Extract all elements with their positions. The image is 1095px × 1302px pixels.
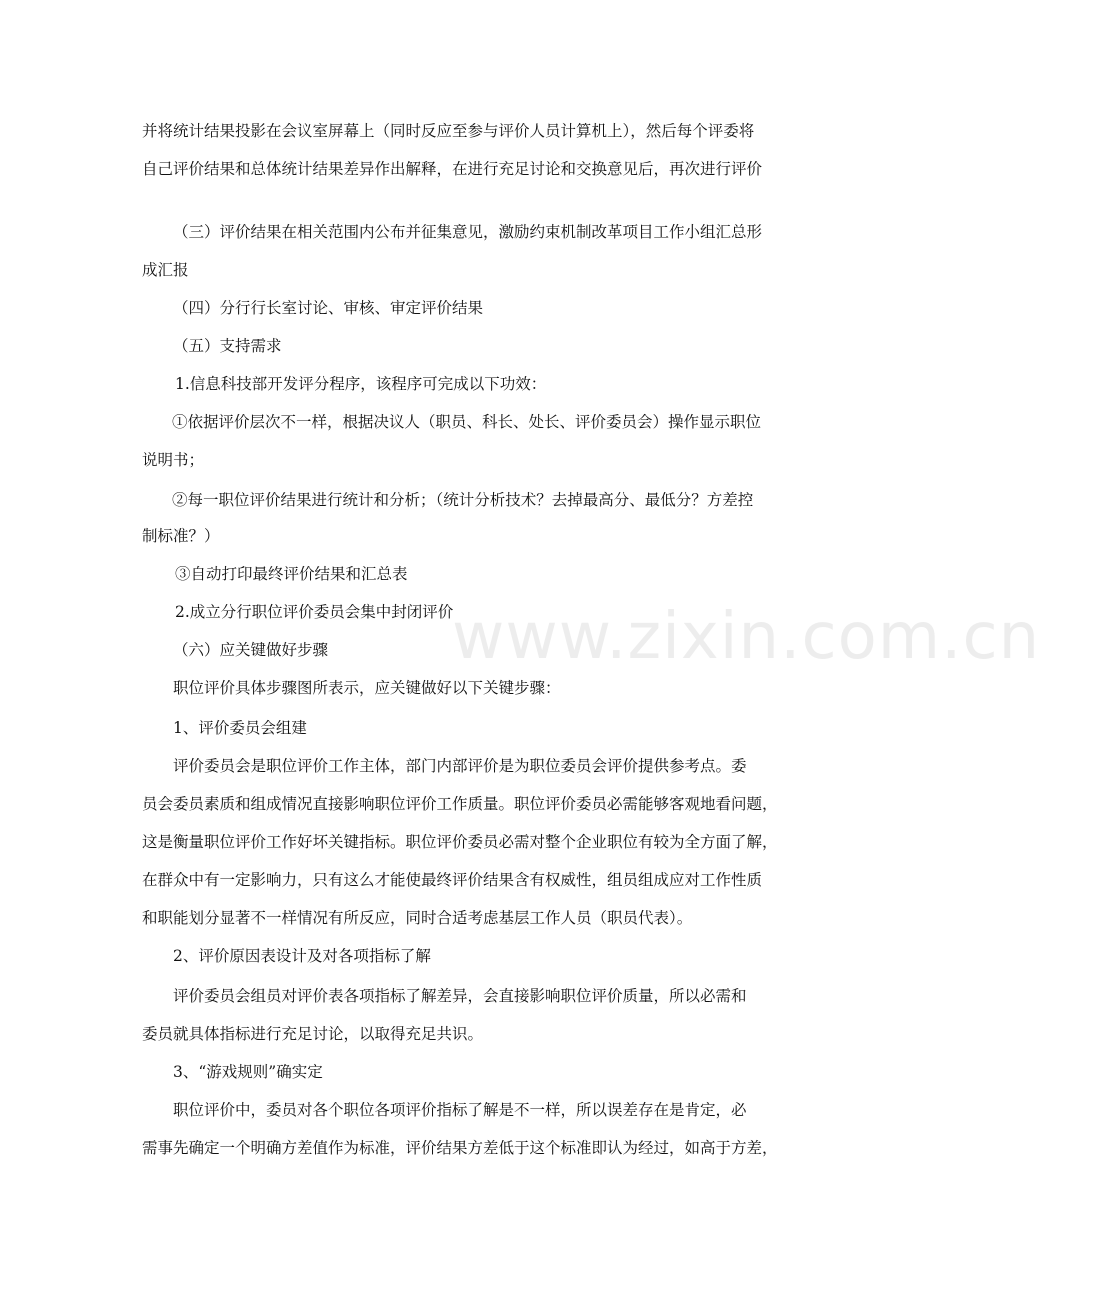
text-line: 说明书； <box>142 451 205 469</box>
text-line: 和职能划分显著不一样情况有所反应，同时合适考虑基层工作人员（职员代表）。 <box>142 909 693 927</box>
text-line: ②每一职位评价结果进行统计和分析；（统计分析技术？去掉最高分、最低分？方差控 <box>172 491 754 509</box>
text-line: 评价委员会是职位评价工作主体，部门内部评价是为职位委员会评价提供参考点。委 <box>173 757 747 775</box>
text-line: 3、“游戏规则”确实定 <box>173 1063 323 1081</box>
text-line: 成汇报 <box>142 261 189 279</box>
watermark: www.zixin.com.cn <box>452 600 1041 674</box>
text-line: 职位评价中，委员对各个职位各项评价指标了解是不一样，所以误差存在是肯定，必 <box>173 1101 747 1119</box>
text-line: 制标准？） <box>142 527 220 545</box>
text-line: 职位评价具体步骤图所表示，应关键做好以下关键步骤： <box>173 679 561 697</box>
text-line: 在群众中有一定影响力，只有这么才能使最终评价结果含有权威性，组员组成应对工作性质 <box>142 871 763 889</box>
text-line: 这是衡量职位评价工作好坏关键指标。职位评价委员必需对整个企业职位有较为全方面了解， <box>142 833 778 851</box>
text-line: 1、评价委员会组建 <box>173 719 307 737</box>
text-line: 需事先确定一个明确方差值作为标准，评价结果方差低于这个标准即认为经过，如高于方差， <box>142 1139 778 1157</box>
text-line: 员会委员素质和组成情况直接影响职位评价工作质量。职位评价委员必需能够客观地看问题， <box>142 795 778 813</box>
text-line: 1.信息科技部开发评分程序，该程序可完成以下功效： <box>175 375 547 393</box>
text-line: ①依据评价层次不一样，根据决议人（职员、科长、处长、评价委员会）操作显示职位 <box>172 413 762 431</box>
text-line: （四）分行行长室讨论、审核、审定评价结果 <box>173 299 484 317</box>
text-line: 自己评价结果和总体统计结果差异作出解释，在进行充足讨论和交换意见后，再次进行评价 <box>142 160 763 178</box>
text-line: 委员就具体指标进行充足讨论，以取得充足共识。 <box>142 1025 484 1043</box>
text-line: （六）应关键做好步骤 <box>173 641 329 659</box>
text-line: （五）支持需求 <box>173 337 282 355</box>
text-line: ③自动打印最终评价结果和汇总表 <box>175 565 408 583</box>
text-line: 2.成立分行职位评价委员会集中封闭评价 <box>175 603 454 621</box>
text-line: 并将统计结果投影在会议室屏幕上（同时反应至参与评价人员计算机上），然后每个评委将 <box>142 122 755 140</box>
text-line: （三）评价结果在相关范围内公布并征集意见，激励约束机制改革项目工作小组汇总形 <box>173 223 763 241</box>
text-line: 2、评价原因表设计及对各项指标了解 <box>173 947 431 965</box>
text-line: 评价委员会组员对评价表各项指标了解差异，会直接影响职位评价质量，所以必需和 <box>173 987 747 1005</box>
